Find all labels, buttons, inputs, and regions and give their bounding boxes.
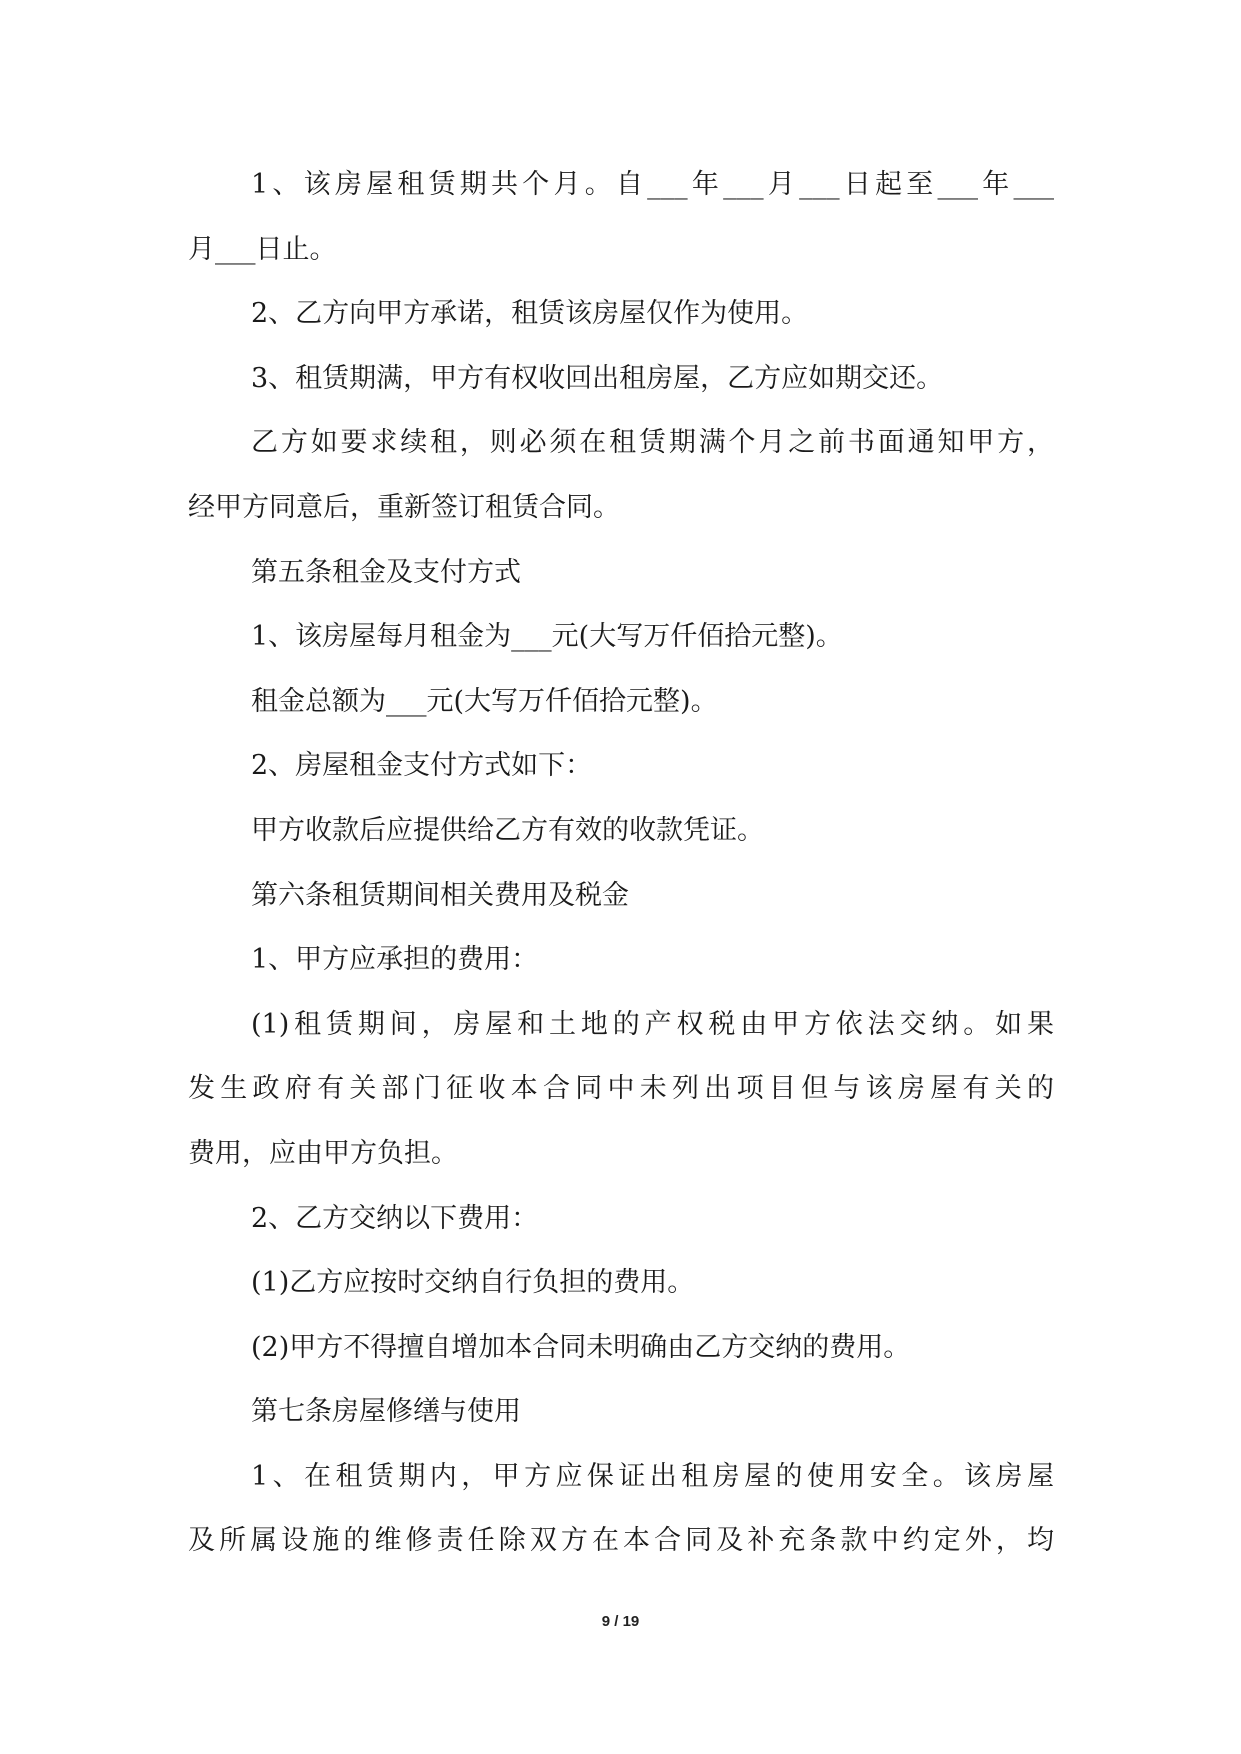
- paragraph-line: 2、乙方交纳以下费用：: [251, 1202, 539, 1234]
- paragraph-line: 及所属设施的维修责任除双方在本合同及补充条款中约定外，均: [188, 1525, 1054, 1557]
- page-number: 9 / 19: [601, 1613, 640, 1630]
- section-heading: 第六条租赁期间相关费用及税金: [251, 879, 629, 911]
- paragraph-line: 3、租赁期满，甲方有权收回出租房屋，乙方应如期交还。: [251, 362, 944, 394]
- paragraph-line: 租金总额为___元(大写万仟佰拾元整)。: [251, 685, 718, 717]
- document-body: [188, 153, 1054, 1574]
- paragraph-line: 1、该房屋每月租金为___元(大写万仟佰拾元整)。: [251, 621, 843, 653]
- section-heading: 第五条租金及支付方式: [251, 556, 521, 588]
- section-heading: 第七条房屋修缮与使用: [251, 1396, 521, 1428]
- paragraph-line: 发生政府有关部门征收本合同中未列出项目但与该房屋有关的: [188, 1073, 1054, 1105]
- paragraph-line: 费用，应由甲方负担。: [188, 1137, 458, 1169]
- paragraph-line: 经甲方同意后，重新签订租赁合同。: [188, 491, 620, 523]
- paragraph-line: (1)乙方应按时交纳自行负担的费用。: [251, 1267, 695, 1299]
- paragraph-line: 2、乙方向甲方承诺，租赁该房屋仅作为使用。: [251, 298, 809, 330]
- paragraph-line: (2)甲方不得擅自增加本合同未明确由乙方交纳的费用。: [251, 1331, 911, 1363]
- paragraph-line: 月___日止。: [188, 233, 337, 265]
- paragraph-line: 乙方如要求续租，则必须在租赁期满个月之前书面通知甲方，: [251, 427, 1054, 459]
- paragraph-line: (1)租赁期间，房屋和土地的产权税由甲方依法交纳。如果: [251, 1008, 1054, 1040]
- paragraph-line: 1、甲方应承担的费用：: [251, 944, 539, 976]
- paragraph-line: 甲方收款后应提供给乙方有效的收款凭证。: [251, 814, 764, 846]
- paragraph-line: 1、该房屋租赁期共个月。自___年___月___日起至___年___: [251, 169, 1054, 200]
- paragraph-line: 1、在租赁期内，甲方应保证出租房屋的使用安全。该房屋: [251, 1460, 1054, 1492]
- paragraph-line: 2、房屋租金支付方式如下：: [251, 750, 593, 782]
